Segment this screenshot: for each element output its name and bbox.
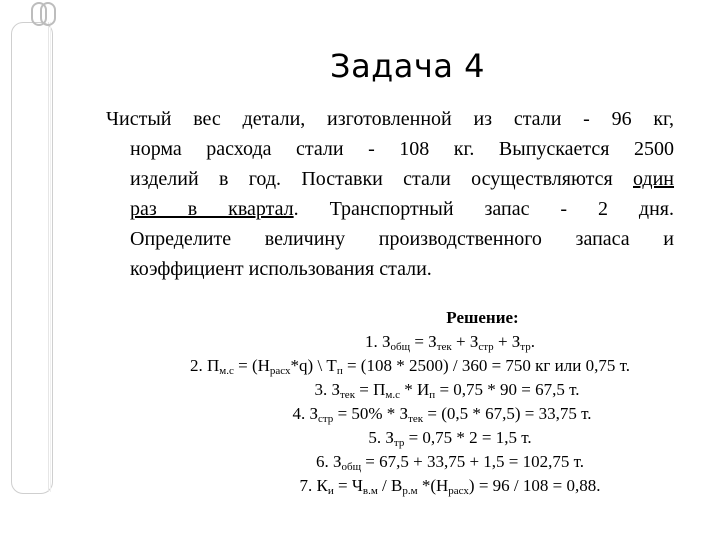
- underlined-text: раз в квартал: [130, 198, 294, 220]
- solution-step-6: [170, 450, 720, 474]
- formula-text: / В: [377, 476, 403, 495]
- task-line: Чистый вес детали, изготовленной из стали - 96 кг,: [106, 108, 674, 130]
- formula-subscript: расх: [448, 485, 469, 497]
- solution-step-2: [90, 354, 720, 378]
- formula-text: 1. З: [364, 332, 391, 351]
- formula-subscript: общ: [390, 341, 411, 353]
- formula-subscript: м.с: [219, 365, 234, 377]
- binder-rings-decoration: [31, 0, 51, 30]
- formula-subscript: расх: [269, 365, 291, 377]
- formula-subscript: общ: [341, 461, 362, 473]
- formula-text: = З: [410, 332, 437, 351]
- formula-text: = 50% * З: [333, 404, 409, 423]
- formula-text: = (108 * 2500) / 360 = 750 кг или 0,75 т.: [342, 356, 630, 375]
- formula-text: = 67,5 + 33,75 + 1,5 = 102,75 т.: [361, 452, 585, 471]
- formula-subscript: р.м: [402, 485, 418, 497]
- formula-text: 4. З: [292, 404, 318, 423]
- formula-subscript: стр: [478, 341, 494, 353]
- task-line: Определите величину производственного запаса и: [130, 228, 674, 250]
- formula-text: 6. З: [315, 452, 342, 471]
- formula-text: = (Н: [233, 356, 270, 375]
- formula-text: + З: [493, 332, 521, 351]
- slide-title-text: Задача 4: [330, 47, 485, 85]
- task-line: [106, 164, 674, 194]
- solution-heading: [90, 306, 720, 330]
- formula-text: *(Н: [417, 476, 449, 495]
- slide-frame-decoration: [11, 22, 53, 494]
- formula-text: ) = 96 / 108 = 0,88.: [468, 476, 601, 495]
- frame-shadow-line: [48, 22, 49, 492]
- task-text: [106, 104, 674, 284]
- solution-block: [90, 306, 720, 498]
- slide-title: [0, 47, 720, 85]
- solution-step-4: [154, 402, 720, 426]
- task-line-text: изделий в год. Поставки стали осуществляются: [130, 168, 613, 190]
- solution-step-3: [164, 378, 720, 402]
- underlined-text: один: [633, 168, 675, 190]
- formula-subscript: п: [429, 389, 436, 401]
- formula-text: 7. К: [299, 476, 328, 495]
- formula-subscript: в.м: [362, 485, 378, 497]
- formula-text: = 0,75 * 90 = 67,5 т.: [435, 380, 580, 399]
- task-line: норма расхода стали - 108 кг. Выпускается 2500: [130, 138, 674, 160]
- frame-shadow-line: [50, 22, 51, 492]
- solution-step-5: [170, 426, 720, 450]
- formula-text: 5. З: [368, 428, 394, 447]
- formula-text: = П: [355, 380, 386, 399]
- formula-subscript: тр: [393, 437, 405, 449]
- binder-ring-icon: [40, 2, 56, 26]
- formula-subscript: тек: [340, 389, 356, 401]
- formula-text: 3. З: [314, 380, 340, 399]
- solution-heading-text: Решение:: [446, 308, 519, 327]
- formula-text: * И: [400, 380, 430, 399]
- formula-text: = 0,75 * 2 = 1,5 т.: [404, 428, 532, 447]
- formula-subscript: м.с: [385, 389, 401, 401]
- formula-subscript: стр: [317, 413, 334, 425]
- formula-subscript: п: [336, 365, 343, 377]
- formula-subscript: тр: [520, 341, 531, 353]
- formula-text: = Ч: [333, 476, 363, 495]
- formula-subscript: тек: [408, 413, 424, 425]
- formula-text: *q) \ Т: [290, 356, 337, 375]
- period-text: .: [293, 198, 299, 220]
- solution-step-7: [170, 474, 720, 498]
- formula-subscript: и: [327, 485, 334, 497]
- formula-subscript: тек: [436, 341, 452, 353]
- formula-text: = (0,5 * 67,5) = 33,75 т.: [423, 404, 592, 423]
- solution-step-1: [170, 330, 720, 354]
- task-line: коэффициент использования стали.: [130, 258, 432, 280]
- task-line: [106, 194, 674, 224]
- formula-text: + З: [451, 332, 479, 351]
- formula-text: .: [530, 332, 535, 351]
- task-line-text: Транспортный запас - 2 дня.: [329, 198, 675, 220]
- formula-text: 2. П: [190, 356, 220, 375]
